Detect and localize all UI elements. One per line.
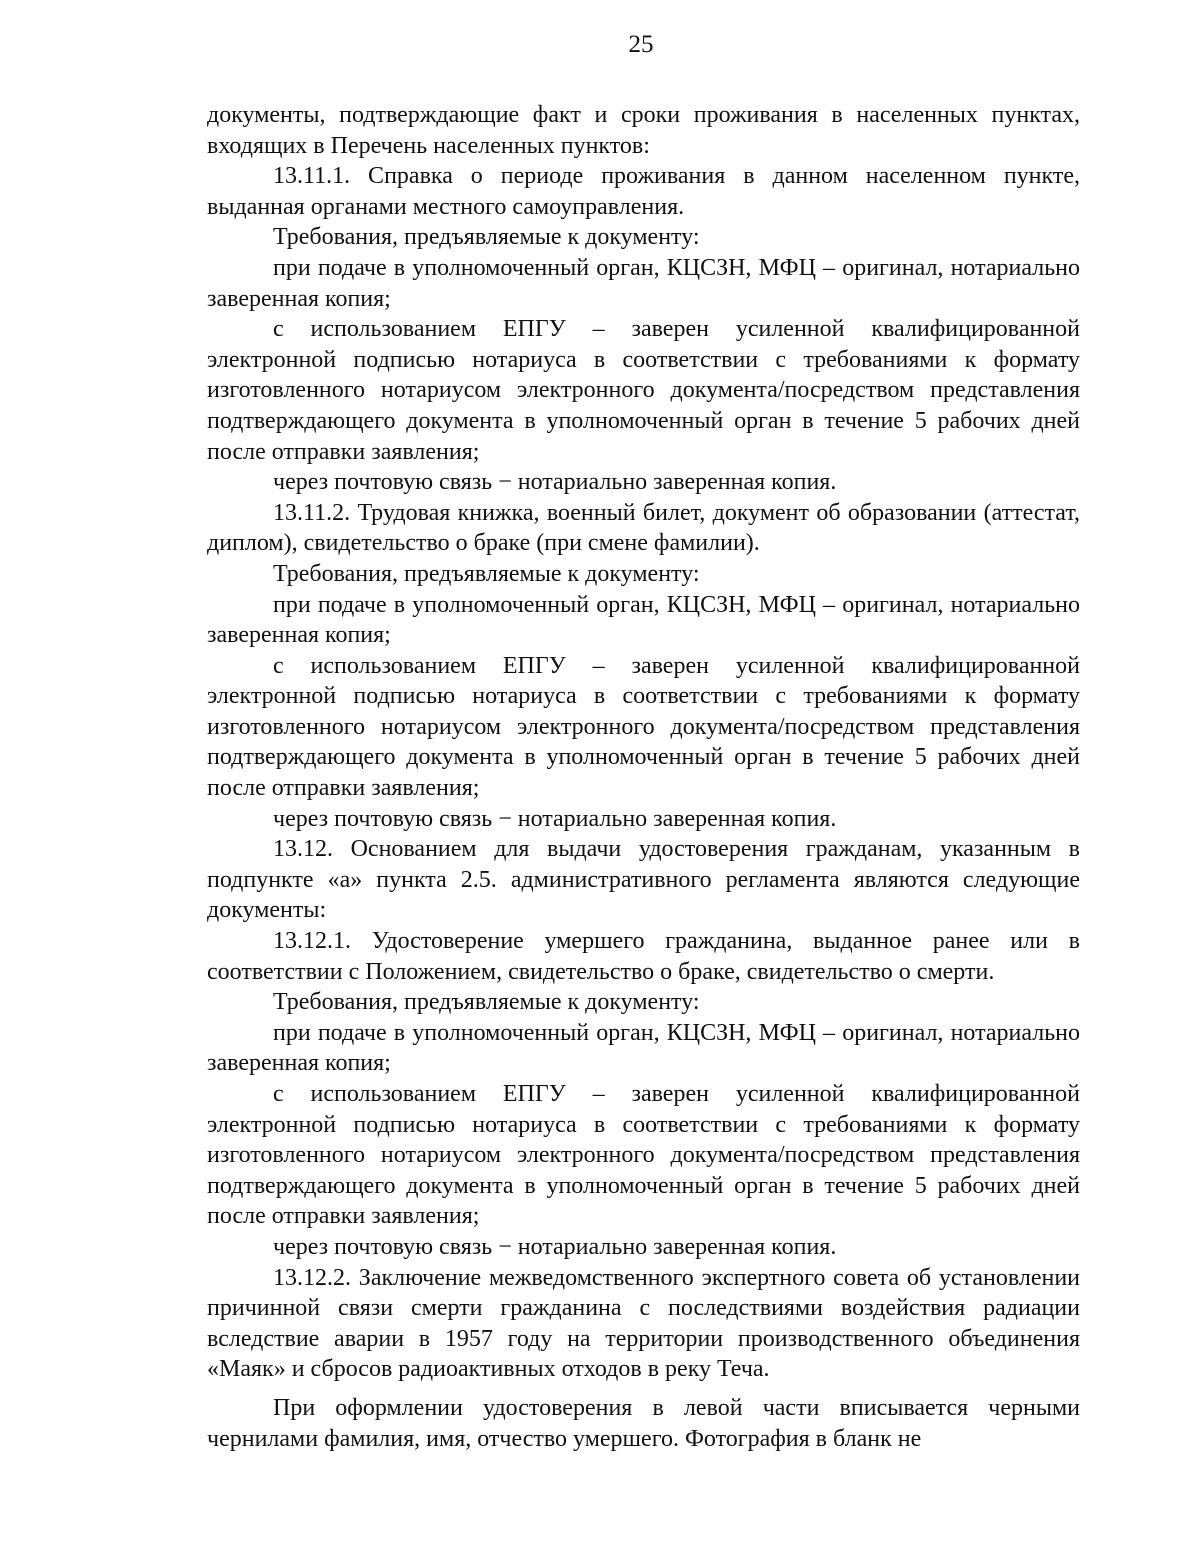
- paragraph: Требования, предъявляемые к документу:: [273, 224, 700, 251]
- paragraph: 13.11.1. Справка о периоде проживания в данном населенном пункте, выданная органами местного самоуправления.: [207, 163, 1080, 220]
- paragraph: с использованием ЕПГУ – заверен усиленной квалифицированной электронной подписью нотариуса в соответствии с требованиями к формату изготовленного нотариусом электронного документа/посредством представления подтверждающего документа в уполномоченный орган в течение 5 рабочих дней после отправки заявления;: [207, 652, 1080, 802]
- document-body: [207, 100, 1080, 1454]
- paragraph: при подаче в уполномоченный орган, КЦСЗН, МФЦ – оригинал, нотариально заверенная копия;: [207, 254, 1080, 312]
- paragraph: с использованием ЕПГУ – заверен усиленной квалифицированной электронной подписью нотариуса в соответствии с требованиями к формату изготовленного нотариусом электронного документа/посредством представления подтверждающего документа в уполномоченный орган в течение 5 рабочих дней после отправки заявления;: [207, 316, 1080, 465]
- paragraph: При оформлении удостоверения в левой части вписывается черными чернилами фамилия, имя, отчество умершего. Фотография в бланк не: [207, 1394, 1080, 1452]
- paragraph: при подаче в уполномоченный орган, КЦСЗН, МФЦ – оригинал, нотариально заверенная копия;: [207, 591, 1080, 649]
- paragraph: с использованием ЕПГУ – заверен усиленной квалифицированной электронной подписью нотариуса в соответствии с требованиями к формату изготовленного нотариусом электронного документа/посредством представления подтверждающего документа в уполномоченный орган в течение 5 рабочих дней после отправки заявления;: [207, 1081, 1080, 1230]
- paragraph: через почтовую связь − нотариально заверенная копия.: [273, 805, 837, 832]
- paragraph: 13.12.1. Удостоверение умершего гражданина, выданное ранее или в соответствии с Положением, свидетельство о браке, свидетельство о смерти.: [207, 928, 1080, 985]
- page-number: 25: [628, 31, 654, 58]
- paragraph: 13.11.2. Трудовая книжка, военный билет, документ об образовании (аттестат, диплом), свидетельство о браке (при смене фамилии).: [207, 499, 1080, 557]
- paragraph: через почтовую связь − нотариально заверенная копия.: [273, 469, 837, 496]
- paragraph: 13.12.2. Заключение межведомственного экспертного совета об установлении причинной связи смерти гражданина с последствиями воздействия радиации вследствие аварии в 1957 году на территории производственного объединения «Маяк» и сбросов радиоактивных отходов в реку Теча.: [207, 1264, 1080, 1383]
- paragraph: документы, подтверждающие факт и сроки проживания в населенных пунктах, входящих в Перечень населенных пунктов:: [207, 102, 1080, 159]
- paragraph: через почтовую связь − нотариально заверенная копия.: [273, 1233, 837, 1260]
- paragraph: при подаче в уполномоченный орган, КЦСЗН, МФЦ – оригинал, нотариально заверенная копия;: [207, 1019, 1080, 1077]
- paragraph: Требования, предъявляемые к документу:: [273, 560, 700, 587]
- paragraph: 13.12. Основанием для выдачи удостоверения гражданам, указанным в подпункте «а» пункта 2.5. административного регламента являются следующие документы:: [207, 836, 1080, 924]
- paragraph: Требования, предъявляемые к документу:: [273, 989, 700, 1016]
